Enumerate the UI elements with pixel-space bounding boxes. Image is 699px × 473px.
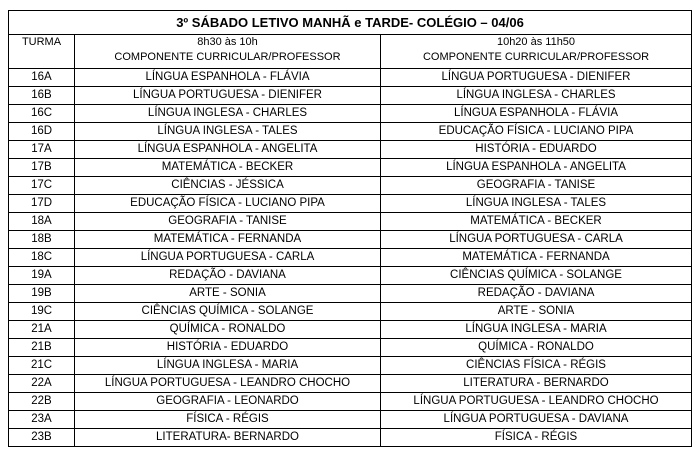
header-turma-label: TURMA [21, 36, 62, 48]
slot1-cell: LÍNGUA ESPANHOLA - FLÁVIA [75, 69, 381, 87]
slot2-cell: LÍNGUA ESPANHOLA - FLÁVIA [381, 105, 692, 123]
turma-cell: 18C [9, 249, 75, 267]
table-row [9, 105, 692, 123]
slot1-cell: REDAÇÃO - DAVIANA [75, 267, 381, 285]
schedule-table [8, 10, 692, 447]
slot1-cell: EDUCAÇÃO FÍSICA - LUCIANO PIPA [75, 195, 381, 213]
header-slot2-time: 10h20 às 11h50 [496, 36, 576, 48]
turma-cell: 18A [9, 213, 75, 231]
turma-cell: 17C [9, 177, 75, 195]
table-row [9, 357, 692, 375]
turma-cell: 19B [9, 285, 75, 303]
header-slot1-time: 8h30 às 10h [197, 36, 258, 48]
turma-cell: 23A [9, 411, 75, 429]
table-row [9, 285, 692, 303]
slot1-cell: HISTÓRIA - EDUARDO [75, 339, 381, 357]
table-row [9, 87, 692, 105]
slot1-cell: QUÍMICA - RONALDO [75, 321, 381, 339]
table-row [9, 375, 692, 393]
slot1-cell: MATEMÁTICA - FERNANDA [75, 231, 381, 249]
turma-cell: 23B [9, 429, 75, 447]
slot2-cell: LÍNGUA ESPANHOLA - ANGELITA [381, 159, 692, 177]
slot2-cell: EDUCAÇÃO FÍSICA - LUCIANO PIPA [381, 123, 692, 141]
slot1-cell: GEOGRAFIA - LEONARDO [75, 393, 381, 411]
slot1-cell: LÍNGUA PORTUGUESA - LEANDRO CHOCHO [75, 375, 381, 393]
turma-cell: 17B [9, 159, 75, 177]
turma-cell: 22B [9, 393, 75, 411]
turma-cell: 19C [9, 303, 75, 321]
turma-cell: 18B [9, 231, 75, 249]
slot1-cell: FÍSICA - RÉGIS [75, 411, 381, 429]
slot1-cell: LÍNGUA INGLESA - TALES [75, 123, 381, 141]
turma-cell: 16B [9, 87, 75, 105]
table-row [9, 393, 692, 411]
header-turma [9, 35, 75, 69]
table-row [9, 339, 692, 357]
slot2-cell: LÍNGUA PORTUGUESA - CARLA [381, 231, 692, 249]
turma-cell: 16D [9, 123, 75, 141]
schedule-sheet [8, 10, 691, 447]
slot1-cell: LÍNGUA INGLESA - MARIA [75, 357, 381, 375]
slot1-cell: GEOGRAFIA - TANISE [75, 213, 381, 231]
table-row [9, 267, 692, 285]
table-title: 3º SÁBADO LETIVO MANHÃ e TARDE- COLÉGIO – 04/06 [9, 11, 692, 35]
header-row [9, 35, 692, 69]
header-slot1-sub: COMPONENTE CURRICULAR/PROFESSOR [114, 51, 341, 63]
table-row [9, 69, 692, 87]
table-row [9, 231, 692, 249]
table-row [9, 249, 692, 267]
turma-cell: 21A [9, 321, 75, 339]
turma-cell: 21C [9, 357, 75, 375]
slot1-cell: CIÊNCIAS - JÉSSICA [75, 177, 381, 195]
header-slot2-sub: COMPONENTE CURRICULAR/PROFESSOR [422, 51, 650, 63]
turma-cell: 21B [9, 339, 75, 357]
slot1-cell: LITERATURA- BERNARDO [75, 429, 381, 447]
table-row [9, 177, 692, 195]
slot1-cell: MATEMÁTICA - BECKER [75, 159, 381, 177]
turma-cell: 17D [9, 195, 75, 213]
turma-cell: 22A [9, 375, 75, 393]
table-row [9, 195, 692, 213]
turma-cell: 19A [9, 267, 75, 285]
slot1-cell: LÍNGUA INGLESA - CHARLES [75, 105, 381, 123]
slot2-cell: LÍNGUA INGLESA - CHARLES [381, 87, 692, 105]
slot2-cell: FÍSICA - RÉGIS [381, 429, 692, 447]
table-row [9, 123, 692, 141]
slot1-cell: CIÊNCIAS QUÍMICA - SOLANGE [75, 303, 381, 321]
slot2-cell: HISTÓRIA - EDUARDO [381, 141, 692, 159]
slot2-cell: MATEMÁTICA - BECKER [381, 213, 692, 231]
slot2-cell: GEOGRAFIA - TANISE [381, 177, 692, 195]
slot2-cell: QUÍMICA - RONALDO [381, 339, 692, 357]
slot2-cell: LÍNGUA PORTUGUESA - DAVIANA [381, 411, 692, 429]
schedule-body [9, 69, 692, 447]
slot2-cell: LÍNGUA PORTUGUESA - LEANDRO CHOCHO [381, 393, 692, 411]
table-row [9, 141, 692, 159]
header-slot1 [75, 35, 381, 69]
slot1-cell: LÍNGUA PORTUGUESA - CARLA [75, 249, 381, 267]
slot2-cell: MATEMÁTICA - FERNANDA [381, 249, 692, 267]
turma-cell: 16C [9, 105, 75, 123]
slot1-cell: ARTE - SONIA [75, 285, 381, 303]
slot2-cell: CIÊNCIAS QUÍMICA - SOLANGE [381, 267, 692, 285]
turma-cell: 16A [9, 69, 75, 87]
turma-cell: 17A [9, 141, 75, 159]
table-row [9, 411, 692, 429]
slot2-cell: LITERATURA - BERNARDO [381, 375, 692, 393]
table-row [9, 213, 692, 231]
slot2-cell: LÍNGUA INGLESA - TALES [381, 195, 692, 213]
slot1-cell: LÍNGUA PORTUGUESA - DIENIFER [75, 87, 381, 105]
slot2-cell: CIÊNCIAS FÍSICA - RÉGIS [381, 357, 692, 375]
slot1-cell: LÍNGUA ESPANHOLA - ANGELITA [75, 141, 381, 159]
title-row [9, 11, 692, 35]
slot2-cell: REDAÇÃO - DAVIANA [381, 285, 692, 303]
table-row [9, 303, 692, 321]
header-slot2 [381, 35, 692, 69]
table-row [9, 159, 692, 177]
slot2-cell: ARTE - SONIA [381, 303, 692, 321]
slot2-cell: LÍNGUA PORTUGUESA - DIENIFER [381, 69, 692, 87]
table-row [9, 321, 692, 339]
table-row [9, 429, 692, 447]
slot2-cell: LÍNGUA INGLESA - MARIA [381, 321, 692, 339]
